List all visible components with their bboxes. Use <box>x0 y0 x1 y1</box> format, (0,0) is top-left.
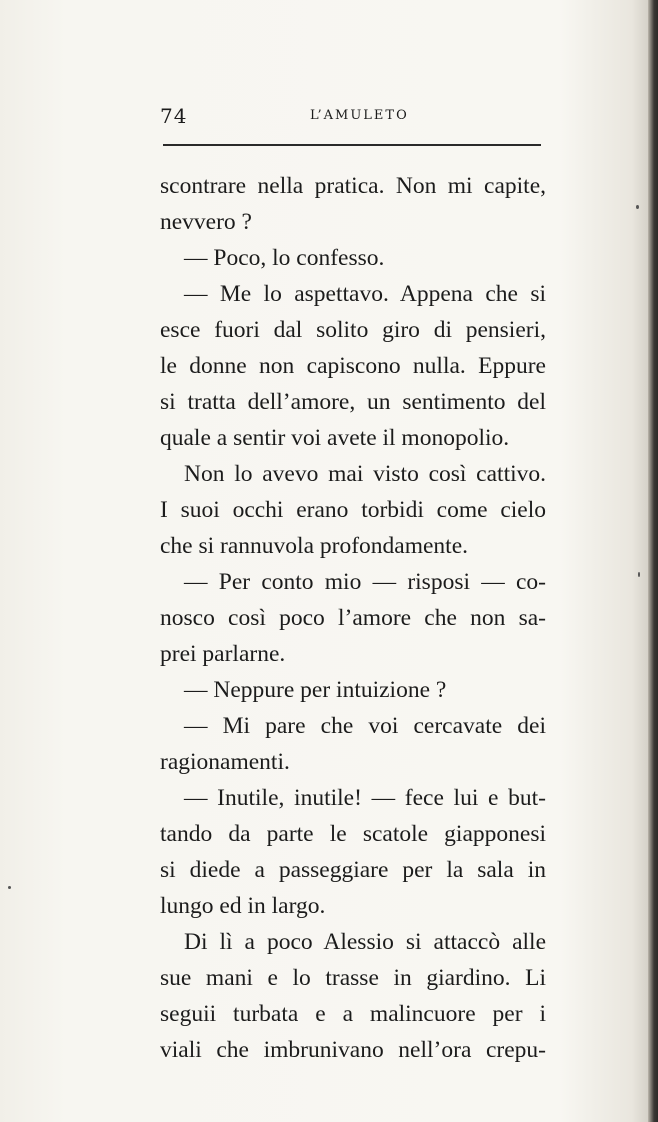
text-line: I suoi occhi erano torbidi come cielo <box>160 497 546 523</box>
text-line: nevvero ? <box>160 209 252 235</box>
text-line: nosco così poco l’amore che non sa- <box>160 605 546 631</box>
paper-speck <box>638 572 640 577</box>
text-line: lungo ed in largo. <box>160 893 326 919</box>
running-title: L’AMULETO <box>310 108 409 123</box>
text-line: sue mani e lo trasse in giardino. Li <box>160 965 546 991</box>
text-line: Non lo avevo mai visto così cattivo. <box>184 461 546 487</box>
text-line: che si rannuvola profondamente. <box>160 533 469 559</box>
text-line: ragionamenti. <box>160 749 290 775</box>
text-line: le donne non capiscono nulla. Eppure <box>160 353 546 379</box>
text-line: esce fuori dal solito giro di pensieri, <box>160 317 546 343</box>
text-line: seguii turbata e a malincuore per i <box>160 1001 546 1027</box>
page-header <box>160 100 540 130</box>
text-line: tando da parte le scatole giapponesi <box>160 821 546 847</box>
header-rule <box>163 144 541 146</box>
text-line: — Poco, lo confesso. <box>184 245 385 271</box>
text-line: quale a sentir voi avete il monopolio. <box>160 425 510 451</box>
paper-speck <box>636 205 639 209</box>
text-line: — Inutile, inutile! — fece lui e but- <box>184 785 546 811</box>
text-line: Di lì a poco Alessio si attaccò alle <box>184 929 546 955</box>
body-text <box>160 168 546 1068</box>
text-line: — Per conto mio — risposi — co- <box>184 569 546 595</box>
page-number: 74 <box>160 104 188 128</box>
text-line: scontrare nella pratica. Non mi capite, <box>160 173 546 199</box>
text-line: — Mi pare che voi cercavate dei <box>184 713 546 739</box>
text-line: viali che imbrunivano nell’ora crepu- <box>160 1037 546 1063</box>
text-line: — Me lo aspettavo. Appena che si <box>184 281 546 307</box>
page-edge-shadow <box>648 0 658 1122</box>
text-line: si diede a passeggiare per la sala in <box>160 857 546 883</box>
text-line: prei parlarne. <box>160 641 286 667</box>
text-line: si tratta dell’amore, un sentimento del <box>160 389 546 415</box>
paper-speck <box>8 886 11 889</box>
text-line: — Neppure per intuizione ? <box>184 677 447 703</box>
